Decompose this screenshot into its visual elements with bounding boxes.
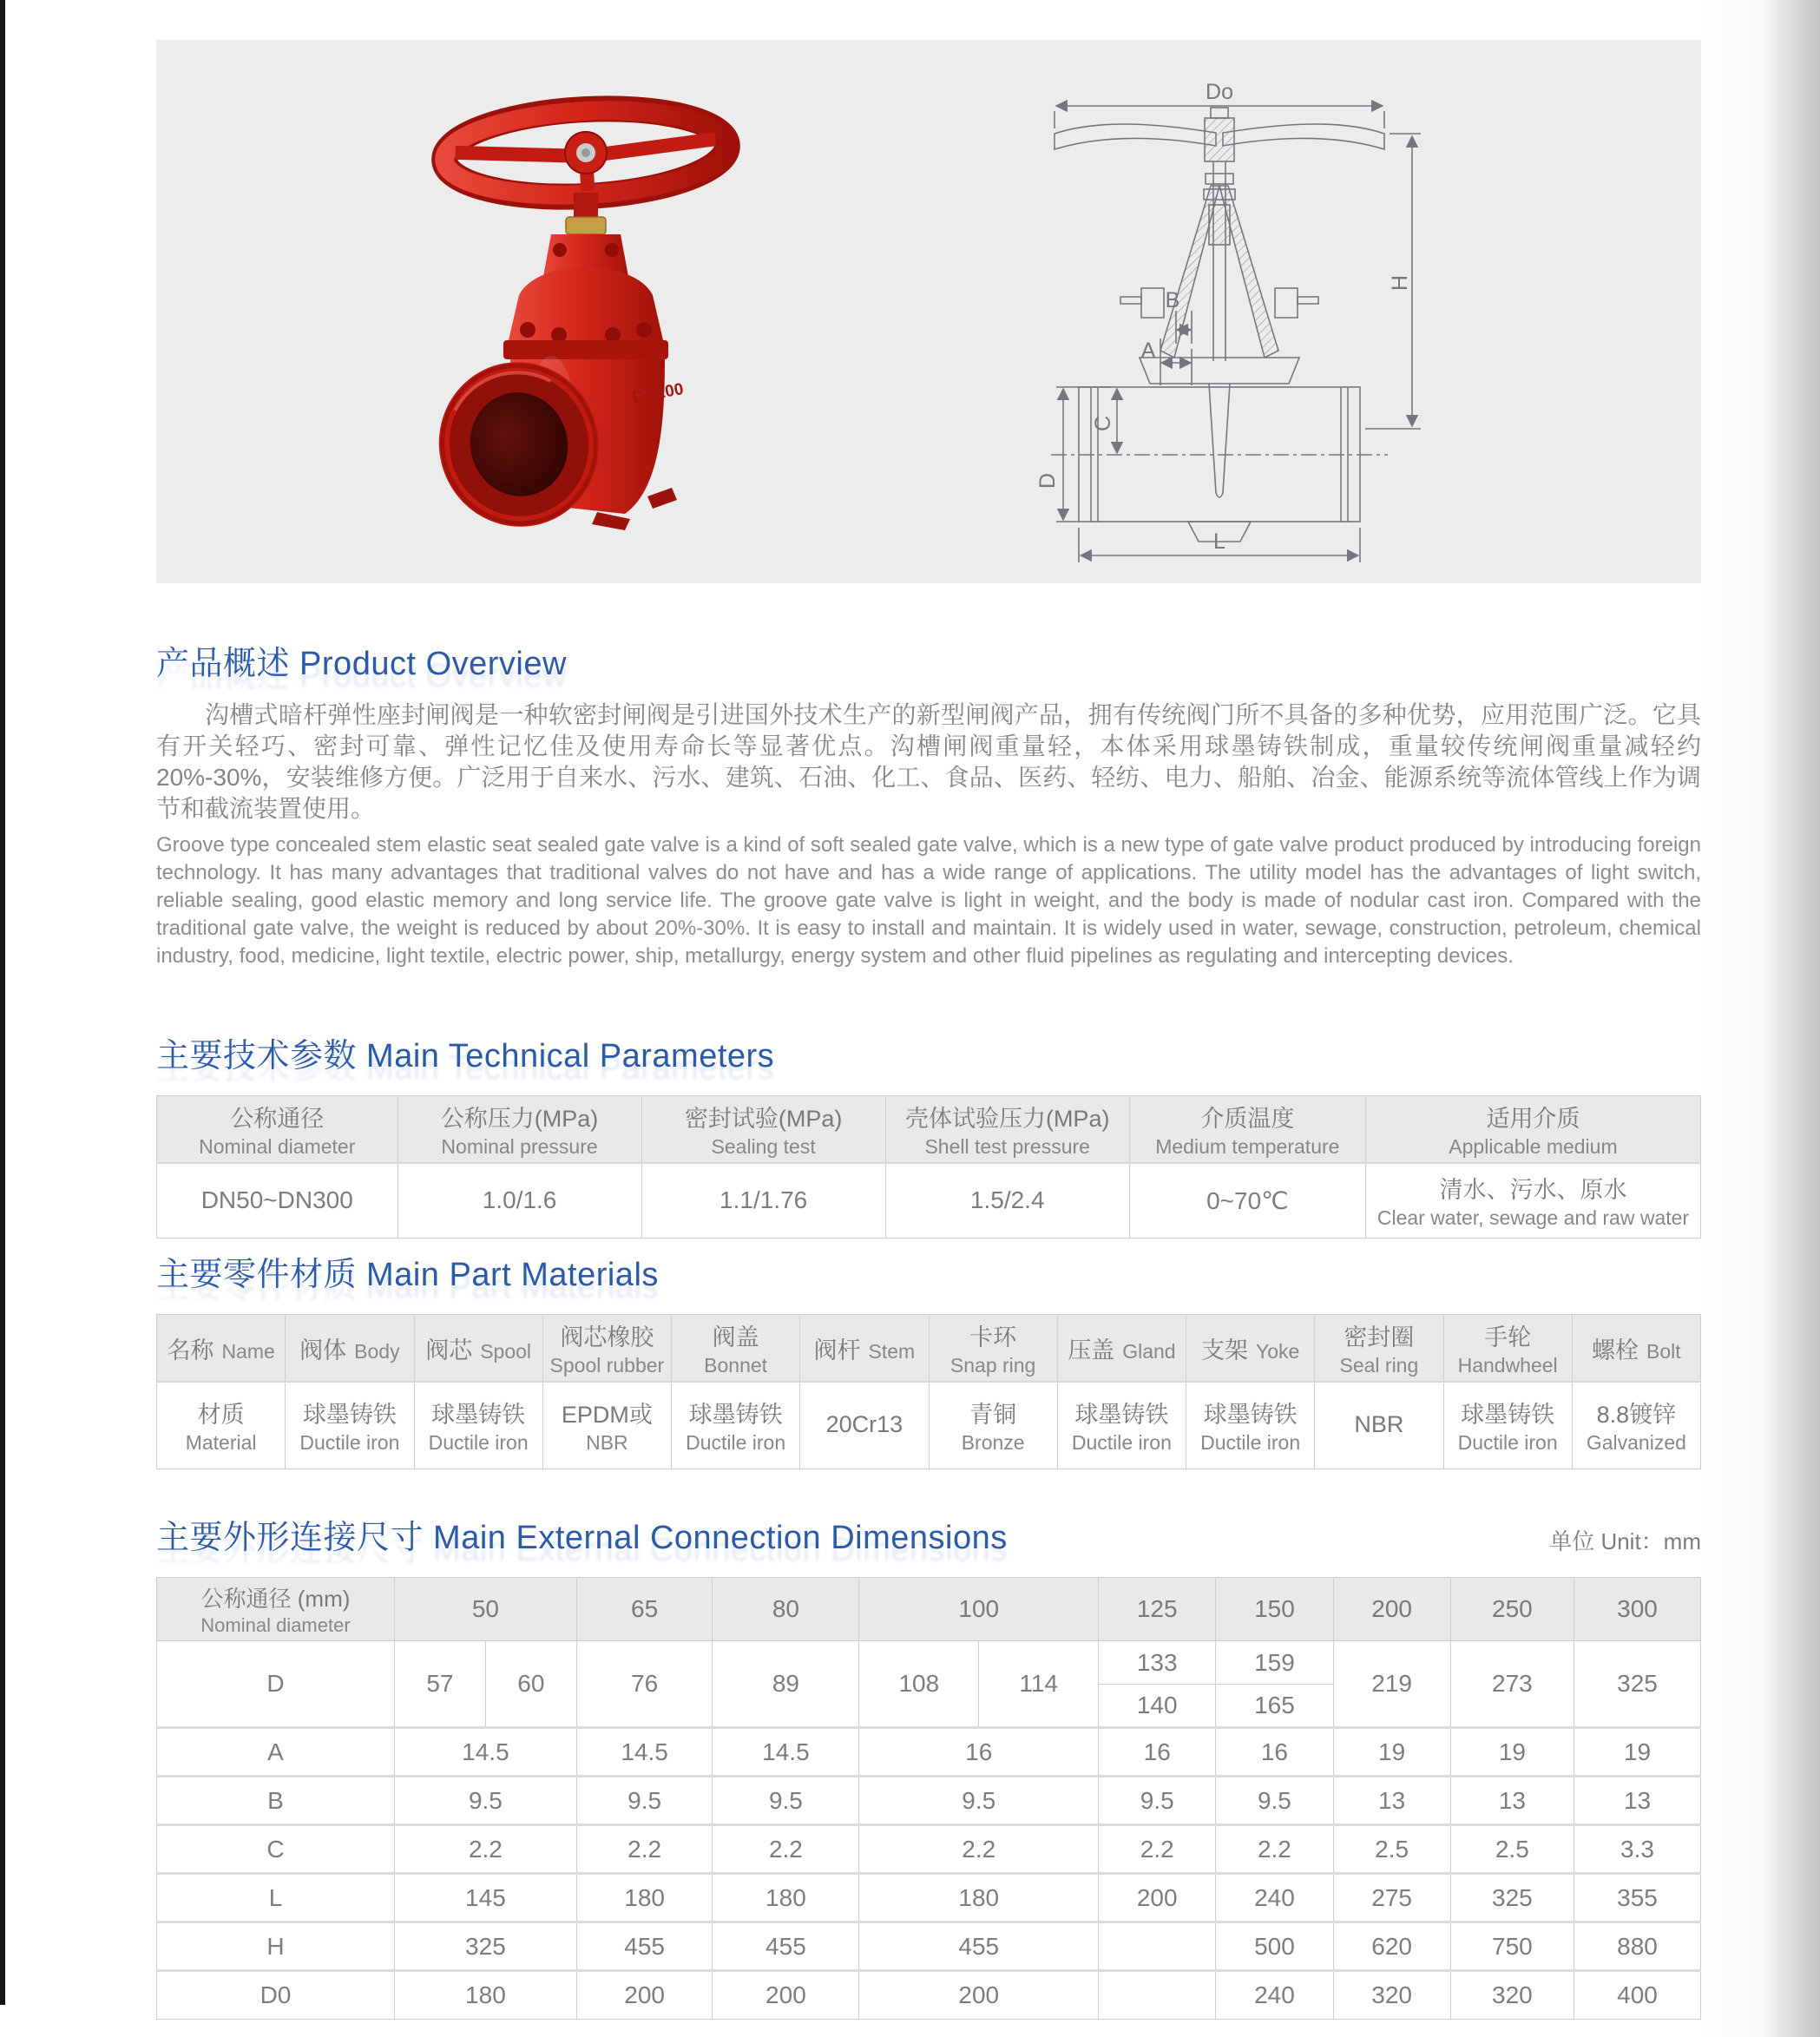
table-row-B [157,1777,1701,1825]
value-cell: 57 [394,1641,485,1728]
value-cell: 180 [713,1874,859,1922]
value-cell: 球墨铸铁 Ductile iron [672,1382,800,1469]
value-cell: 2.2 [576,1825,713,1874]
value-cell: 159 [1216,1641,1333,1685]
value-cell [1099,1922,1216,1971]
section-product-overview [156,636,1701,970]
value-cell: EPDM或 NBR [542,1382,671,1469]
dimensions-table [156,1577,1701,2020]
table-header-row [157,1578,1701,1641]
dim-label-l: L [1213,529,1225,554]
value-cell: 200 [576,1971,713,2020]
value-cell: 400 [1574,1971,1701,2020]
value-cell: 165 [1216,1685,1333,1728]
section-heading-materials: 主要零件材质 Main Part Materials [156,1257,659,1293]
value-cell: 750 [1450,1922,1574,1971]
value-cell: 13 [1333,1777,1450,1825]
value-cell: 455 [576,1922,713,1971]
value-cell: 1.0/1.6 [398,1163,641,1238]
value-cell: 19 [1333,1728,1450,1777]
value-cell: 2.2 [394,1825,576,1874]
value-cell: 1.1/1.76 [641,1163,885,1238]
value-cell: 1.5/2.4 [885,1163,1129,1238]
row-label: 材质 Material [157,1382,286,1469]
row-label: D [157,1641,395,1728]
column-header: 支架 Yoke [1186,1315,1315,1383]
value-cell [1099,1971,1216,2020]
value-cell: 219 [1333,1641,1450,1728]
section-part-materials [156,1247,1701,1469]
value-cell: 325 [1574,1641,1701,1728]
part-materials-table [156,1314,1701,1469]
column-header: 250 [1450,1578,1574,1641]
section-heading-tech-params: 主要技术参数 Main Technical Parameters [156,1038,775,1074]
value-cell: 76 [576,1641,713,1728]
column-header: 公称通径 Nominal diameter [157,1096,398,1164]
value-cell: 9.5 [394,1777,576,1825]
value-cell: 880 [1574,1922,1701,1971]
page-edge-shadow [1703,0,1820,2037]
table-header-row [157,1315,1701,1383]
body-casting-marking: DN100 [631,379,686,407]
table-row-C [157,1825,1701,1874]
value-cell: 2.5 [1450,1825,1574,1874]
value-cell: 60 [485,1641,576,1728]
valve-section-drawing [1002,83,1436,578]
value-cell: 19 [1574,1728,1701,1777]
value-cell: 清水、污水、原水 Clear water, sewage and raw water [1365,1163,1700,1238]
dim-label-b: B [1165,288,1180,312]
row-label: B [157,1777,395,1825]
value-cell: 球墨铸铁 Ductile iron [414,1382,542,1469]
column-header: 卡环 Snap ring [929,1315,1057,1383]
table-row-D0 [157,1971,1701,2020]
overview-paragraph-zh: 沟槽式暗杆弹性座封闸阀是一种软密封闸阀是引进国外技术生产的新型闸阀产品，拥有传统阀门所不具备的多种优势，应用范围广泛。它具有开关轻巧、密封可靠、弹性记忆佳及使用寿命长等显著优点。沟槽闸阀重量轻，本体采用球墨铸铁制成，重量较传统闸阀重量减轻约20%-30%，安装维修方便。广泛用于自来水、污水、建筑、石油、化工、食品、医药、轻纺、电力、船舶、冶金、能源系统等流体管线上作为调节和截流装置使用。 [156,701,1701,822]
value-cell: 89 [713,1641,859,1728]
column-header: 壳体试验压力(MPa) Shell test pressure [885,1096,1129,1164]
value-cell: 325 [1450,1874,1574,1922]
column-header: 压盖 Gland [1057,1315,1186,1383]
value-cell: 14.5 [713,1728,859,1777]
drawing-gate-wedge [1209,384,1230,497]
table-data-row [157,1163,1701,1238]
column-header: 螺栓 Bolt [1572,1315,1700,1383]
table-data-row [157,1382,1701,1469]
value-cell: 200 [713,1971,859,2020]
value-cell: 19 [1450,1728,1574,1777]
value-cell: 14.5 [394,1728,576,1777]
value-cell: 20Cr13 [800,1382,929,1469]
overview-paragraph-en: Groove type concealed stem elastic seat sealed gate valve is a kind of soft sealed gate valve, which is a new type of gate valve product produced by introducing foreign technology. It has many advantages that traditional valves do not have and has a wide range of applications. The utility model has the advantages of light switch, reliable sealing, good elastic memory and long service life. The groove gate valve is light in weight, and the body is made of nodular cast iron. Compared with the traditional gate valve, the weight is reduced by about 20%-30%. It is easy to install and maintain. It is widely used in water, sewage, construction, petroleum, chemical industry, food, medicine, light textile, electric power, ship, metallurgy, energy system and other fluid pipelines as regulating and intercepting devices. [156,833,1701,968]
value-cell: 500 [1216,1922,1333,1971]
value-cell: 355 [1574,1874,1701,1922]
column-header: 公称通径 (mm) Nominal diameter [157,1578,395,1641]
value-cell: 球墨铸铁 Ductile iron [286,1382,414,1469]
drawing-handwheel [1055,124,1216,149]
brass-gland [566,217,606,234]
value-cell: 240 [1216,1971,1333,2020]
table-row-L [157,1874,1701,1922]
dim-label-h: H [1388,274,1412,292]
value-cell: 620 [1333,1922,1450,1971]
value-cell: 8.8镀锌 Galvanized [1572,1382,1700,1469]
value-cell: 3.3 [1574,1825,1701,1874]
valve-handwheel [443,102,730,204]
value-cell: 240 [1216,1874,1333,1922]
valve-foot [647,488,677,509]
section-heading-overview: 产品概述 Product Overview [156,646,567,682]
table-row-A [157,1728,1701,1777]
column-header: 80 [713,1578,859,1641]
drawing-bonnet-flange [1140,358,1299,384]
value-cell: DN50~DN300 [157,1163,398,1238]
column-header: 阀芯橡胶 Spool rubber [542,1315,671,1383]
value-cell: 180 [576,1874,713,1922]
row-label: L [157,1874,395,1922]
column-header: 阀盖 Bonnet [672,1315,800,1383]
unit-label: 单位 Unit：mm [1549,1528,1701,1554]
column-header: 阀芯 Spool [414,1315,542,1383]
value-cell: 140 [1099,1685,1216,1728]
section-technical-parameters [156,1028,1701,1239]
value-cell: 455 [713,1922,859,1971]
value-cell: 108 [859,1641,979,1728]
column-header: 100 [859,1578,1099,1641]
column-header: 150 [1216,1578,1333,1641]
dim-label-a: A [1140,338,1156,363]
value-cell: 320 [1450,1971,1574,2020]
dim-label-c: C [1091,415,1115,432]
column-header: 密封圈 Seal ring [1315,1315,1443,1383]
column-header: 50 [394,1578,576,1641]
column-header: 125 [1099,1578,1216,1641]
value-cell: 2.2 [713,1825,859,1874]
value-cell: 球墨铸铁 Ductile iron [1186,1382,1315,1469]
value-cell: 9.5 [859,1777,1099,1825]
value-cell: NBR [1315,1382,1443,1469]
value-cell: 9.5 [576,1777,713,1825]
value-cell: 180 [859,1874,1099,1922]
value-cell: 2.2 [1099,1825,1216,1874]
column-header: 300 [1574,1578,1701,1641]
table-row-D [157,1641,1701,1685]
section-heading-dimensions: 主要外形连接尺寸 Main External Connection Dimensions [156,1520,1008,1556]
bonnet-flange [503,340,668,359]
column-header: 介质温度 Medium temperature [1129,1096,1365,1164]
column-header: 阀杆 Stem [800,1315,929,1383]
value-cell: 9.5 [713,1777,859,1825]
table-header-row [157,1096,1701,1164]
value-cell: 球墨铸铁 Ductile iron [1443,1382,1572,1469]
value-cell: 9.5 [1099,1777,1216,1825]
value-cell: 13 [1574,1777,1701,1825]
value-cell: 14.5 [576,1728,713,1777]
value-cell: 2.5 [1333,1825,1450,1874]
value-cell: 145 [394,1874,576,1922]
column-header: 阀体 Body [286,1315,414,1383]
row-label: A [157,1728,395,1777]
value-cell: 16 [1216,1728,1333,1777]
dim-label-do: Do [1206,83,1233,104]
value-cell: 13 [1450,1777,1574,1825]
value-cell: 455 [859,1922,1099,1971]
value-cell: 2.2 [859,1825,1099,1874]
value-cell: 16 [859,1728,1099,1777]
column-header: 适用介质 Applicable medium [1365,1096,1700,1164]
column-header: 手轮 Handwheel [1443,1315,1572,1383]
row-label: C [157,1825,395,1874]
value-cell: 180 [394,1971,576,2020]
value-cell: 青铜 Bronze [929,1382,1057,1469]
value-cell: 球墨铸铁 Ductile iron [1057,1382,1186,1469]
valve-foot [592,512,630,530]
row-label: H [157,1922,395,1971]
dim-label-d: D [1035,472,1060,490]
column-header: 名称 Name [157,1315,286,1383]
column-header: 200 [1333,1578,1450,1641]
table-row-H [157,1922,1701,1971]
value-cell: 9.5 [1216,1777,1333,1825]
value-cell: 200 [859,1971,1099,2020]
value-cell: 273 [1450,1641,1574,1728]
valve-photo [373,80,790,531]
value-cell: 320 [1333,1971,1450,2020]
value-cell: 275 [1333,1874,1450,1922]
row-label: D0 [157,1971,395,2020]
column-header: 公称压力(MPa) Nominal pressure [398,1096,641,1164]
technical-parameters-table [156,1095,1701,1239]
value-cell: 16 [1099,1728,1216,1777]
section-connection-dimensions [156,1510,1701,2020]
value-cell: 0~70℃ [1129,1163,1365,1238]
product-image-banner [156,40,1701,583]
scan-edge-artifact [0,0,5,2005]
value-cell: 2.2 [1216,1825,1333,1874]
value-cell: 114 [979,1641,1099,1728]
column-header: 密封试验(MPa) Sealing test [641,1096,885,1164]
value-cell: 133 [1099,1641,1216,1685]
column-header: 65 [576,1578,713,1641]
value-cell: 325 [394,1922,576,1971]
value-cell: 200 [1099,1874,1216,1922]
